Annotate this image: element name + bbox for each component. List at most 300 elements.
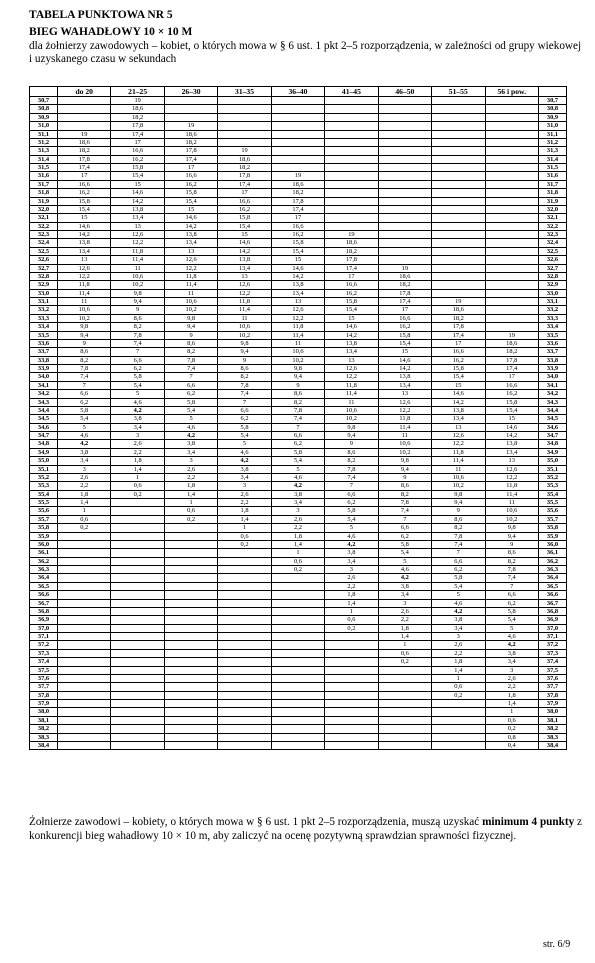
points-cell [271, 607, 324, 615]
table-row [30, 599, 567, 607]
points-cell: 10,6 [164, 298, 217, 306]
points-cell [271, 666, 324, 674]
points-cell [164, 674, 217, 682]
points-cell: 9,8 [164, 314, 217, 322]
points-cell [325, 197, 378, 205]
time-cell-left: 33,9 [30, 365, 58, 373]
points-cell [164, 666, 217, 674]
points-cell: 2,6 [111, 440, 164, 448]
points-cell: 8,2 [485, 557, 539, 565]
points-cell: 7 [485, 582, 539, 590]
points-cell [325, 205, 378, 213]
points-cell: 7 [325, 482, 378, 490]
points-cell: 16,6 [485, 381, 539, 389]
points-cell: 9 [58, 339, 111, 347]
points-cell: 5 [58, 423, 111, 431]
points-cell [111, 540, 164, 548]
points-cell: 12,2 [164, 264, 217, 272]
points-cell [111, 658, 164, 666]
points-cell [218, 624, 271, 632]
points-cell: 7,4 [218, 390, 271, 398]
time-cell-right: 35,0 [539, 457, 567, 465]
points-cell: 12,6 [111, 231, 164, 239]
points-cell: 2,6 [432, 641, 485, 649]
points-cell: 19 [218, 147, 271, 155]
table-row [30, 482, 567, 490]
points-cell [271, 591, 324, 599]
time-cell-left: 35,9 [30, 532, 58, 540]
points-cell: 1,4 [218, 515, 271, 523]
time-cell-right: 31,2 [539, 138, 567, 146]
time-cell-left: 36,4 [30, 574, 58, 582]
points-cell: 6,2 [325, 499, 378, 507]
time-cell-left: 38,1 [30, 716, 58, 724]
points-cell [271, 658, 324, 666]
table-row [30, 566, 567, 574]
points-cell [378, 97, 431, 105]
table-row [30, 415, 567, 423]
points-cell [432, 147, 485, 155]
points-cell [485, 281, 539, 289]
time-cell-right: 35,9 [539, 532, 567, 540]
table-row [30, 222, 567, 230]
points-cell: 3,4 [218, 473, 271, 481]
table-row [30, 105, 567, 113]
points-cell [485, 205, 539, 213]
points-cell [58, 599, 111, 607]
table-row [30, 440, 567, 448]
points-cell [164, 658, 217, 666]
time-cell-left: 37,4 [30, 658, 58, 666]
points-cell [164, 524, 217, 532]
points-cell: 10,6 [58, 306, 111, 314]
points-cell [111, 549, 164, 557]
points-cell: 18,2 [378, 281, 431, 289]
time-cell-left: 35,4 [30, 490, 58, 498]
points-cell: 4,6 [164, 423, 217, 431]
time-cell-left: 37,7 [30, 683, 58, 691]
points-cell: 13,8 [271, 281, 324, 289]
points-cell: 18,2 [111, 113, 164, 121]
time-cell-right: 34,4 [539, 406, 567, 414]
points-cell [325, 716, 378, 724]
time-cell-left: 34,1 [30, 381, 58, 389]
points-cell [164, 591, 217, 599]
points-cell [218, 616, 271, 624]
points-cell: 10,2 [325, 415, 378, 423]
points-cell: 4,6 [218, 448, 271, 456]
points-cell [271, 641, 324, 649]
table-row [30, 557, 567, 565]
points-cell: 18,2 [325, 247, 378, 255]
points-cell: 1,8 [378, 624, 431, 632]
time-cell-right: 32,1 [539, 214, 567, 222]
points-cell [378, 155, 431, 163]
points-cell: 11,4 [432, 457, 485, 465]
points-cell [325, 180, 378, 188]
points-cell: 6,6 [271, 432, 324, 440]
points-cell: 7 [58, 381, 111, 389]
points-cell: 6,2 [218, 415, 271, 423]
table-row [30, 708, 567, 716]
points-cell: 7,4 [111, 339, 164, 347]
points-cell: 16,6 [271, 222, 324, 230]
points-cell: 19 [432, 298, 485, 306]
points-cell: 5 [432, 591, 485, 599]
points-cell [218, 633, 271, 641]
points-cell: 7 [164, 373, 217, 381]
table-row [30, 180, 567, 188]
points-cell: 0,6 [111, 482, 164, 490]
points-cell: 2,6 [485, 674, 539, 682]
time-cell-right: 31,5 [539, 164, 567, 172]
time-cell-left: 33,8 [30, 356, 58, 364]
points-cell: 16,2 [164, 180, 217, 188]
points-cell: 2,6 [58, 473, 111, 481]
points-cell: 0,4 [485, 741, 539, 749]
time-cell-right: 33,9 [539, 365, 567, 373]
points-cell [432, 231, 485, 239]
points-cell: 3 [164, 457, 217, 465]
points-cell [218, 566, 271, 574]
points-cell: 14,2 [485, 432, 539, 440]
points-cell: 17 [485, 373, 539, 381]
time-cell-left: 34,2 [30, 390, 58, 398]
points-cell [325, 708, 378, 716]
time-cell-right: 33,3 [539, 314, 567, 322]
points-cell [485, 197, 539, 205]
table-row [30, 674, 567, 682]
points-cell: 13,8 [164, 231, 217, 239]
points-cell [485, 239, 539, 247]
points-cell: 4,6 [378, 566, 431, 574]
points-cell: 16,2 [111, 155, 164, 163]
points-cell [218, 105, 271, 113]
time-cell-left: 30,8 [30, 105, 58, 113]
points-cell: 12,2 [325, 373, 378, 381]
points-cell [164, 616, 217, 624]
points-cell [58, 649, 111, 657]
points-cell: 17,4 [378, 298, 431, 306]
points-cell: 13,8 [485, 440, 539, 448]
time-cell-right: 36,9 [539, 616, 567, 624]
table-row [30, 381, 567, 389]
points-cell: 17,4 [164, 155, 217, 163]
points-cell [432, 172, 485, 180]
points-cell [485, 113, 539, 121]
points-cell [58, 122, 111, 130]
time-cell-right: 37,2 [539, 641, 567, 649]
points-cell: 4,6 [432, 599, 485, 607]
header-time-right [539, 87, 567, 97]
points-cell: 17,8 [58, 155, 111, 163]
points-cell: 6,2 [432, 566, 485, 574]
points-cell [432, 138, 485, 146]
time-cell-left: 38,0 [30, 708, 58, 716]
points-cell: 11 [111, 264, 164, 272]
points-cell: 10,2 [378, 448, 431, 456]
points-cell [218, 130, 271, 138]
points-cell: 12,6 [271, 306, 324, 314]
points-cell: 15,4 [218, 222, 271, 230]
points-cell [378, 180, 431, 188]
points-cell [164, 566, 217, 574]
time-cell-right: 34,2 [539, 390, 567, 398]
points-cell [111, 716, 164, 724]
time-cell-right: 33,5 [539, 331, 567, 339]
points-cell [58, 532, 111, 540]
points-cell: 17,4 [271, 205, 324, 213]
time-cell-right: 35,6 [539, 507, 567, 515]
points-cell [325, 633, 378, 641]
points-cell [325, 733, 378, 741]
points-cell: 15 [325, 314, 378, 322]
points-cell: 7,4 [325, 473, 378, 481]
points-cell: 11 [378, 432, 431, 440]
points-cell: 19 [378, 264, 431, 272]
points-cell: 1,8 [485, 691, 539, 699]
points-cell: 7,4 [164, 365, 217, 373]
points-cell: 3,4 [111, 423, 164, 431]
points-cell [58, 733, 111, 741]
points-cell [218, 708, 271, 716]
points-cell: 17 [218, 189, 271, 197]
points-cell [58, 549, 111, 557]
points-cell: 1,4 [485, 700, 539, 708]
points-cell: 1,4 [271, 540, 324, 548]
time-cell-left: 37,1 [30, 633, 58, 641]
points-cell [432, 222, 485, 230]
points-cell: 3,8 [218, 465, 271, 473]
points-cell: 8,6 [432, 515, 485, 523]
points-cell: 15 [58, 214, 111, 222]
points-cell: 0,2 [432, 691, 485, 699]
points-cell: 10,2 [432, 482, 485, 490]
points-cell: 8,2 [378, 490, 431, 498]
points-cell: 1 [271, 549, 324, 557]
points-cell: 11,8 [271, 323, 324, 331]
table-row [30, 457, 567, 465]
points-cell: 18,2 [164, 138, 217, 146]
points-cell: 3,8 [111, 415, 164, 423]
points-cell: 4,2 [325, 540, 378, 548]
points-cell [164, 716, 217, 724]
points-cell: 14,2 [218, 247, 271, 255]
points-cell: 5,4 [218, 432, 271, 440]
table-row [30, 97, 567, 105]
points-cell: 17,4 [432, 331, 485, 339]
points-cell: 3,4 [58, 457, 111, 465]
points-cell: 17,8 [218, 172, 271, 180]
points-cell: 1 [111, 473, 164, 481]
time-cell-right: 31,3 [539, 147, 567, 155]
points-cell: 4,6 [111, 398, 164, 406]
points-cell: 6,6 [218, 406, 271, 414]
points-cell: 9,8 [111, 289, 164, 297]
points-cell [432, 716, 485, 724]
points-cell: 11 [164, 289, 217, 297]
points-cell: 13,4 [58, 247, 111, 255]
points-cell: 1,8 [58, 490, 111, 498]
points-cell: 15,4 [271, 247, 324, 255]
points-cell: 9,8 [378, 457, 431, 465]
table-row [30, 616, 567, 624]
points-cell [432, 733, 485, 741]
points-cell: 11 [218, 314, 271, 322]
points-cell: 2,6 [325, 574, 378, 582]
table-row [30, 348, 567, 356]
points-cell [271, 649, 324, 657]
time-cell-left: 34,6 [30, 423, 58, 431]
table-row [30, 591, 567, 599]
points-cell [58, 540, 111, 548]
table-row [30, 574, 567, 582]
time-cell-right: 35,1 [539, 465, 567, 473]
table-row [30, 700, 567, 708]
points-cell: 15,4 [58, 205, 111, 213]
points-cell [271, 741, 324, 749]
points-cell: 7,8 [218, 381, 271, 389]
points-cell: 3,8 [378, 582, 431, 590]
points-cell: 15 [111, 180, 164, 188]
points-cell [485, 247, 539, 255]
points-cell: 5,4 [432, 582, 485, 590]
points-cell: 11,8 [164, 272, 217, 280]
points-cell: 3,8 [58, 448, 111, 456]
points-cell [378, 214, 431, 222]
points-cell [378, 708, 431, 716]
points-cell: 17,8 [164, 147, 217, 155]
time-cell-left: 32,5 [30, 247, 58, 255]
points-cell: 11,8 [378, 415, 431, 423]
time-cell-right: 31,9 [539, 197, 567, 205]
points-cell: 8,6 [378, 482, 431, 490]
points-cell [58, 105, 111, 113]
points-cell [58, 683, 111, 691]
points-cell [432, 130, 485, 138]
points-cell [218, 591, 271, 599]
points-cell: 1,8 [432, 658, 485, 666]
points-cell [378, 105, 431, 113]
points-cell: 19 [58, 130, 111, 138]
points-cell: 14,6 [111, 189, 164, 197]
points-cell [58, 97, 111, 105]
points-cell: 12,2 [218, 289, 271, 297]
points-cell: 5 [485, 624, 539, 632]
points-cell: 19 [325, 231, 378, 239]
points-cell: 11,4 [485, 490, 539, 498]
points-cell: 15,8 [485, 398, 539, 406]
points-cell [432, 189, 485, 197]
points-cell: 9 [164, 331, 217, 339]
points-cell: 9,4 [58, 331, 111, 339]
time-cell-left: 33,0 [30, 289, 58, 297]
points-cell [58, 658, 111, 666]
points-cell: 5,4 [271, 457, 324, 465]
points-cell: 9,4 [325, 432, 378, 440]
footnote [29, 816, 582, 843]
points-cell [325, 683, 378, 691]
points-cell: 19 [164, 122, 217, 130]
points-cell: 4,6 [485, 633, 539, 641]
table-row [30, 189, 567, 197]
points-cell [432, 239, 485, 247]
points-cell: 14,6 [218, 239, 271, 247]
time-cell-left: 33,4 [30, 323, 58, 331]
points-cell: 12,6 [218, 281, 271, 289]
points-cell [485, 323, 539, 331]
points-cell [218, 122, 271, 130]
points-cell: 5,8 [325, 507, 378, 515]
points-cell: 4,6 [325, 532, 378, 540]
points-cell: 6,6 [325, 490, 378, 498]
points-cell [164, 733, 217, 741]
points-cell: 14,6 [164, 214, 217, 222]
points-cell [485, 172, 539, 180]
points-cell: 6,6 [58, 390, 111, 398]
time-cell-right: 38,1 [539, 716, 567, 724]
table-row [30, 666, 567, 674]
points-cell: 16,6 [58, 180, 111, 188]
points-cell: 3,8 [485, 649, 539, 657]
points-cell: 14,2 [271, 272, 324, 280]
points-cell: 15,8 [325, 298, 378, 306]
table-row [30, 741, 567, 749]
points-cell [58, 624, 111, 632]
points-cell [218, 549, 271, 557]
points-cell: 7 [271, 423, 324, 431]
time-cell-right: 36,1 [539, 549, 567, 557]
time-cell-left: 36,8 [30, 607, 58, 615]
time-cell-left: 35,8 [30, 524, 58, 532]
points-cell [378, 725, 431, 733]
points-cell: 17,8 [325, 256, 378, 264]
points-cell: 9 [218, 356, 271, 364]
points-cell: 11,8 [432, 448, 485, 456]
points-cell: 1 [485, 708, 539, 716]
time-cell-left: 30,7 [30, 97, 58, 105]
table-row [30, 524, 567, 532]
points-cell: 17 [58, 172, 111, 180]
time-cell-left: 33,3 [30, 314, 58, 322]
points-cell: 0,6 [432, 683, 485, 691]
points-cell: 14,6 [378, 356, 431, 364]
points-cell: 9 [378, 473, 431, 481]
points-cell: 12,6 [432, 432, 485, 440]
points-cell [485, 164, 539, 172]
points-cell [111, 633, 164, 641]
time-cell-left: 35,1 [30, 465, 58, 473]
points-cell [271, 691, 324, 699]
time-cell-left: 33,6 [30, 339, 58, 347]
points-cell [111, 524, 164, 532]
points-cell [485, 155, 539, 163]
table-row [30, 147, 567, 155]
points-cell: 13,8 [111, 205, 164, 213]
footnote-text-1: Żołnierze zawodowi – kobiety, o których mowa w § 6 ust. 1 pkt 2–5 rozporządzenia, muszą uzyskać [29, 816, 483, 828]
points-cell: 11,8 [325, 381, 378, 389]
points-cell: 9,8 [485, 524, 539, 532]
points-cell [218, 599, 271, 607]
points-cell [218, 725, 271, 733]
table-row [30, 306, 567, 314]
points-cell [485, 314, 539, 322]
points-cell [218, 582, 271, 590]
points-cell: 10,2 [111, 281, 164, 289]
points-cell: 9 [271, 381, 324, 389]
points-cell: 4,6 [58, 432, 111, 440]
points-cell: 15 [485, 415, 539, 423]
